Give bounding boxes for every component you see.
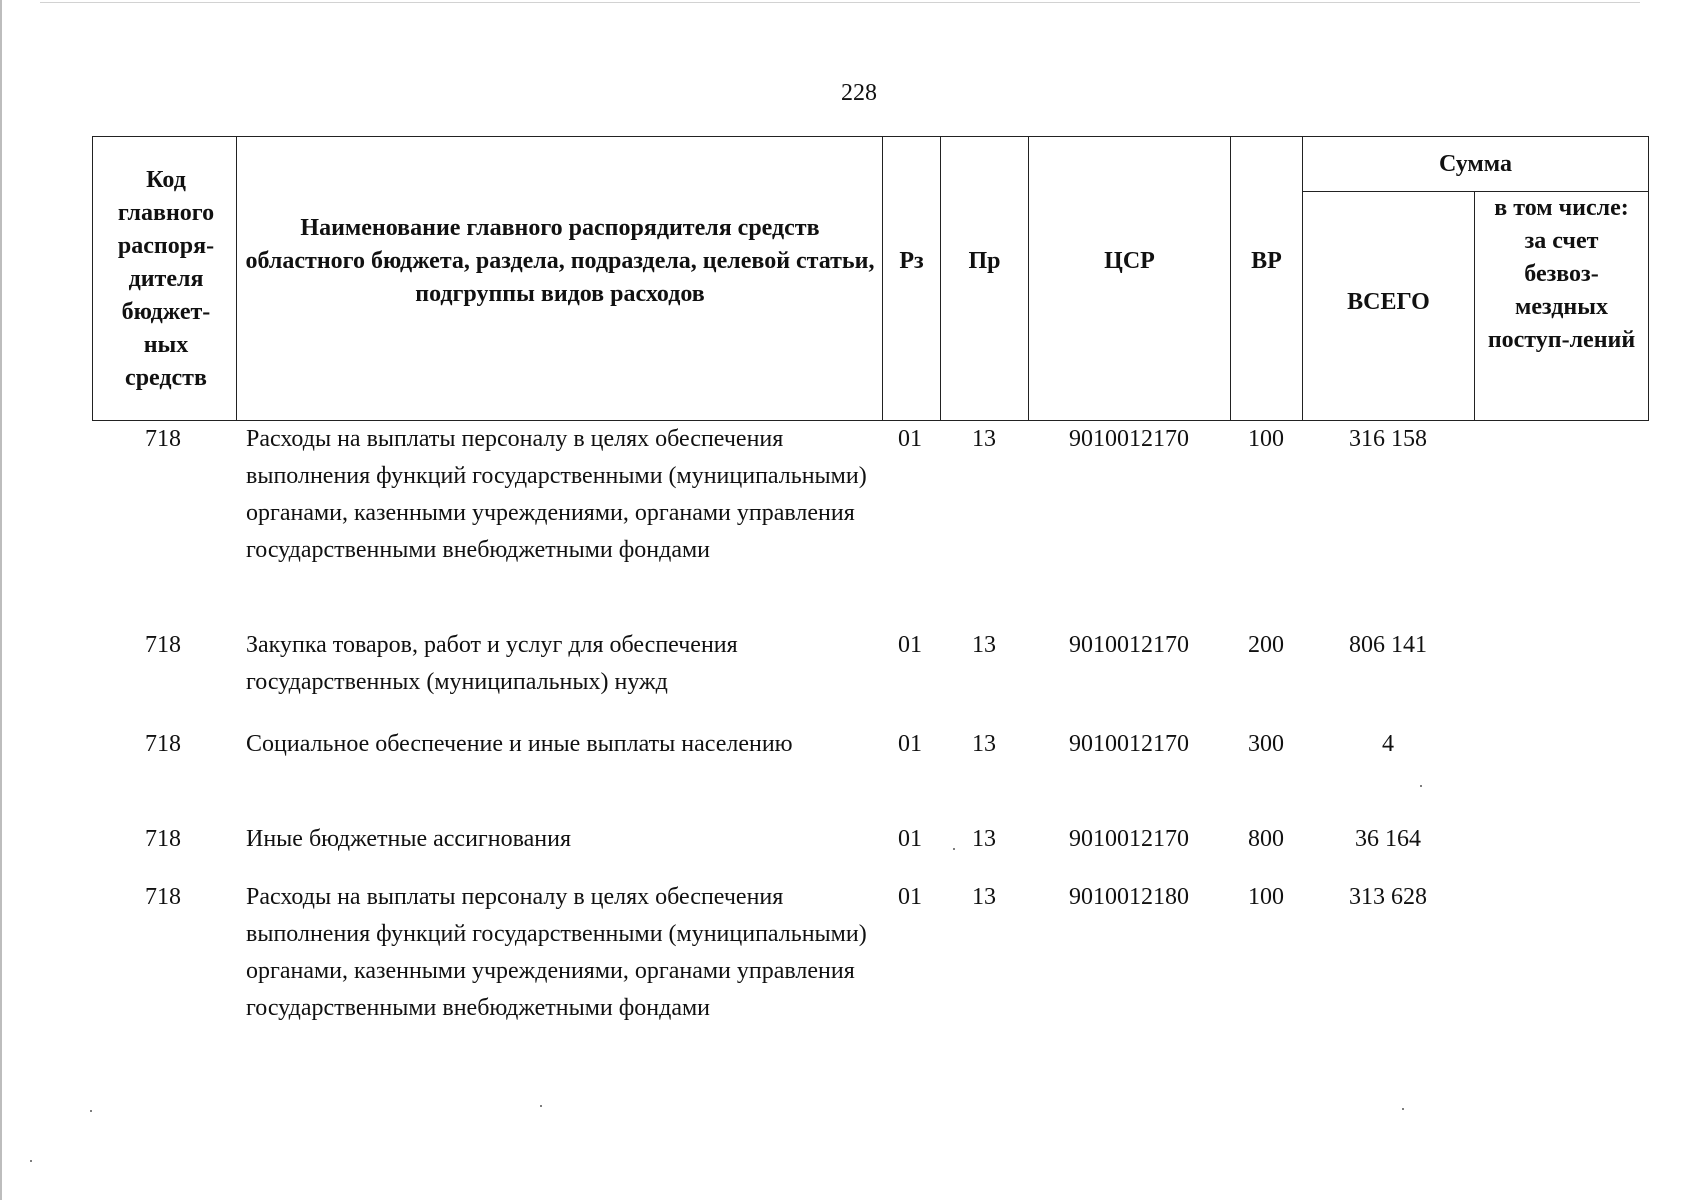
- row-csr: 9010012170: [1069, 731, 1189, 757]
- scan-speck: [1420, 785, 1422, 787]
- row-vr: 300: [1248, 731, 1284, 757]
- scan-speck: [1402, 1108, 1404, 1110]
- header-name: Наименование главного распорядителя средств областного бюджета, раздела, подраздела, целевой статьи, подгруппы видов расходов: [245, 215, 875, 307]
- row-csr: 9010012170: [1069, 826, 1189, 852]
- scan-edge-top: [40, 2, 1640, 3]
- header-rz: Рз: [899, 248, 924, 274]
- row-rz: 01: [898, 884, 922, 910]
- header-csr: ЦСР: [1104, 248, 1155, 274]
- row-name: Иные бюджетные ассигнования: [246, 826, 571, 852]
- header-free-receipts: в том числе: за счет безвоз-мездных поступ-лений: [1487, 195, 1636, 353]
- table-header: [92, 136, 1649, 421]
- row-rz: 01: [898, 426, 922, 452]
- row-rz: 01: [898, 731, 922, 757]
- row-total: 36 164: [1355, 826, 1421, 852]
- row-pr: 13: [972, 826, 996, 852]
- row-vr: 100: [1248, 884, 1284, 910]
- scan-edge-left: [0, 0, 2, 1200]
- header-total: ВСЕГО: [1347, 288, 1430, 315]
- row-total: 4: [1382, 731, 1394, 757]
- row-total: 313 628: [1349, 884, 1427, 910]
- header-code: Код главного распоря-дителя бюджет-ных средств: [117, 167, 215, 391]
- row-code: 718: [145, 731, 181, 757]
- row-code: 718: [145, 426, 181, 452]
- row-pr: 13: [972, 426, 996, 452]
- page-number: 228: [841, 80, 877, 106]
- row-rz: 01: [898, 632, 922, 658]
- scan-speck: [953, 848, 955, 850]
- row-rz: 01: [898, 826, 922, 852]
- row-csr: 9010012170: [1069, 426, 1189, 452]
- row-pr: 13: [972, 884, 996, 910]
- header-vr: ВР: [1251, 248, 1282, 274]
- row-csr: 9010012170: [1069, 632, 1189, 658]
- header-pr: Пр: [968, 248, 1001, 274]
- row-pr: 13: [972, 632, 996, 658]
- scan-speck: [90, 1110, 92, 1112]
- row-code: 718: [145, 632, 181, 658]
- scan-speck: [30, 1160, 32, 1162]
- row-vr: 100: [1248, 426, 1284, 452]
- row-vr: 200: [1248, 632, 1284, 658]
- scan-speck: [540, 1105, 542, 1107]
- row-pr: 13: [972, 731, 996, 757]
- row-total: 316 158: [1349, 426, 1427, 452]
- row-name: Социальное обеспечение и иные выплаты населению: [246, 731, 793, 757]
- row-code: 718: [145, 826, 181, 852]
- column-divider: [236, 137, 237, 420]
- row-name: Расходы на выплаты персоналу в целях обеспечения выполнения функций государственными (муниципальными) органами, казенными учреждениями, органами управления государственными внебюджетными фондами: [246, 426, 867, 563]
- row-csr: 9010012180: [1069, 884, 1189, 910]
- row-vr: 800: [1248, 826, 1284, 852]
- row-code: 718: [145, 884, 181, 910]
- row-name: Расходы на выплаты персоналу в целях обеспечения выполнения функций государственными (муниципальными) органами, казенными учреждениями, органами управления государственными внебюджетными фондами: [246, 884, 867, 1021]
- row-name: Закупка товаров, работ и услуг для обеспечения государственных (муниципальных) нужд: [246, 632, 738, 695]
- header-sum: Сумма: [1439, 150, 1512, 177]
- row-total: 806 141: [1349, 632, 1427, 658]
